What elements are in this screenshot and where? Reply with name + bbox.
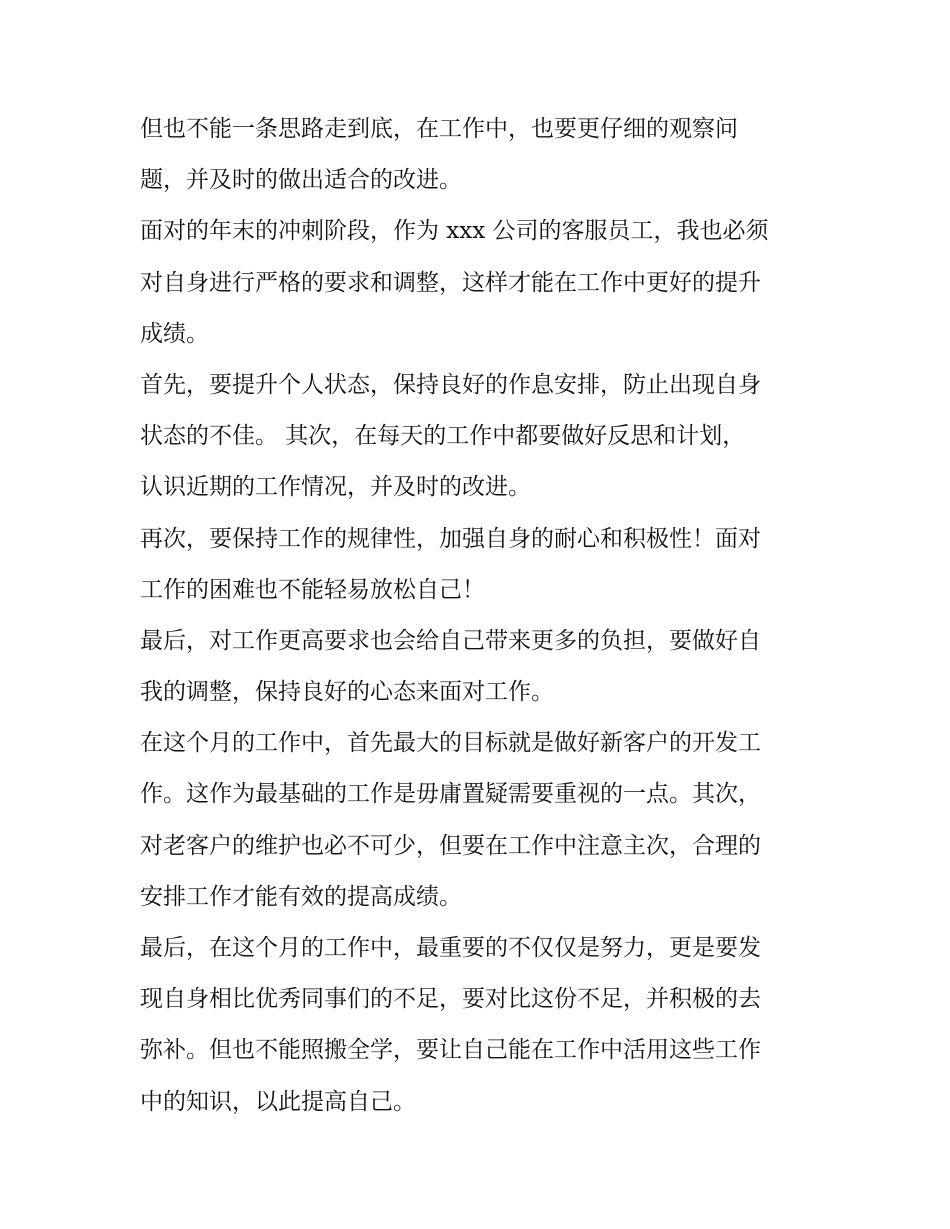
text-line: 认识近期的工作情况，并及时的改进。 bbox=[140, 474, 531, 501]
text-line: 题，并及时的做出适合的改进。 bbox=[140, 167, 462, 194]
text-line: 最后，在这个月的工作中，最重要的不仅仅是努力，更是要发 bbox=[140, 935, 761, 961]
text-line: 状态的不佳。 其次，在每天的工作中都要做好反思和计划， bbox=[140, 423, 746, 450]
text-line: 安排工作才能有效的提高成绩。 bbox=[140, 883, 462, 910]
text-line: 对自身进行严格的要求和调整，这样才能在工作中更好的提升 bbox=[140, 269, 761, 296]
text-line: 弥补。但也不能照搬全学，要让自己能在工作中活用这些工作 bbox=[140, 1037, 761, 1064]
text-line: 首先，要提升个人状态，保持良好的作息安排，防止出现自身 bbox=[140, 371, 761, 398]
text-line: 工作的困难也不能轻易放松自己！ bbox=[140, 576, 485, 603]
text-line: 再次，要保持工作的规律性，加强自身的耐心和积极性！面对 bbox=[140, 525, 761, 552]
text-line: 中的知识，以此提高自己。 bbox=[140, 1088, 416, 1115]
text-line: 成绩。 bbox=[140, 320, 209, 347]
text-line: 对老客户的维护也必不可少，但要在工作中注意主次，合理的 bbox=[140, 832, 761, 859]
text-line: 我的调整，保持良好的心态来面对工作。 bbox=[140, 679, 554, 706]
text-line: 但也不能一条思路走到底，在工作中，也要更仔细的观察问 bbox=[140, 116, 738, 142]
text-line: 现自身相比优秀同事们的不足，要对比这份不足，并积极的去 bbox=[140, 986, 761, 1013]
document-body bbox=[140, 104, 820, 1128]
text-line: 在这个月的工作中，首先最大的目标就是做好新客户的开发工 bbox=[140, 730, 761, 757]
text-line: 最后，对工作更高要求也会给自己带来更多的负担，要做好自 bbox=[140, 627, 761, 654]
text-line: 面对的年末的冲刺阶段，作为 xxx 公司的客服员工，我也必须 bbox=[140, 218, 769, 245]
text-line: 作。这作为最基础的工作是毋庸置疑需要重视的一点。其次， bbox=[140, 781, 761, 808]
